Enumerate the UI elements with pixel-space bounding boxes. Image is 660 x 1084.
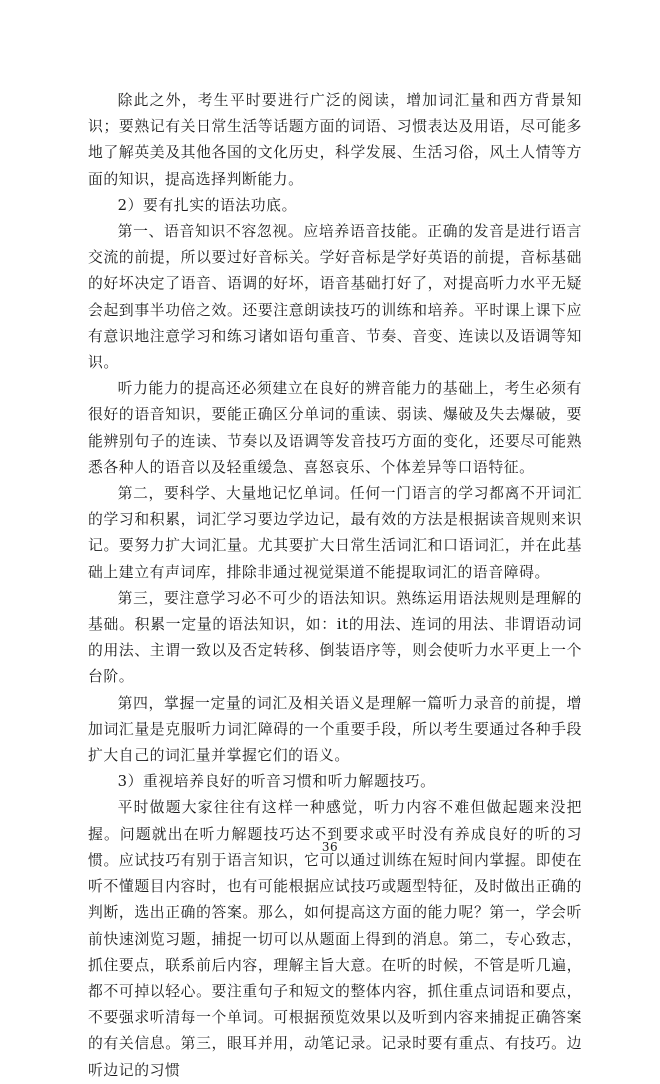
document-body bbox=[88, 88, 582, 1084]
paragraph-vocabulary-semantics: 第四，掌握一定量的词汇及相关语义是理解一篇听力录音的前提，增加词汇量是克服听力词汇障碍的一个重要手段，所以考生要通过各种手段扩大自己的词汇量并掌握它们的语义。 bbox=[88, 694, 582, 765]
paragraph-test-techniques: 平时做题大家往往有这样一种感觉，听力内容不难但做起题来没把握。问题就出在听力解题技巧达不到要求或平时没有养成良好的听的习惯。应试技巧有别于语言知识，它可以通过训练在短时间内掌握。即使在听不懂题目内容时，也有可能根据应试技巧或题型特征，及时做出正确的判断，选出正确的答案。那么，如何提高这方面的能力呢？第一，学会听前快速浏览习题，捕捉一切可以从题面上得到的消息。第二，专心致志，抓住要点，联系前后内容，理解主旨大意。在听的时候，不管是听几遍，都不可掉以轻心。要注重句子和短文的整体内容，抓住重点词语和要点，不要强求听清每一个单词。可根据预览效果以及听到内容来捕捉正确答案的有关信息。第三，眼耳并用，动笔记录。记录时要有重点、有技巧。边听边记的习惯 bbox=[88, 799, 582, 1079]
paragraph-sound-discrimination: 听力能力的提高还必须建立在良好的辨音能力的基础上，考生必须有很好的语音知识，要能正确区分单词的重读、弱读、爆破及失去爆破，要能辨别句子的连读、节奏以及语调等发音技巧方面的变化，还要尽可能熟悉各种人的语音以及轻重缓急、喜怒哀乐、个体差异等口语特征。 bbox=[88, 380, 582, 476]
paragraph-grammar-knowledge: 第三，要注意学习必不可少的语法知识。熟练运用语法规则是理解的基础。积累一定量的语法知识，如：it的用法、连词的用法、非谓语动词的用法、主谓一致以及否定转移、倒装语序等，则会使听力水平更上一个台阶。 bbox=[88, 589, 582, 686]
paragraph-background-knowledge: 除此之外，考生平时要进行广泛的阅读，增加词汇量和西方背景知识；要熟记有关日常生活等话题方面的词语、习惯表达及用语，尽可能多地了解英美及其他各国的文化历史，科学发展、生活习俗，风土人情等方面的知识，提高选择判断能力。 bbox=[88, 92, 582, 188]
paragraph-phonetics: 第一、语音知识不容忽视。应培养语音技能。正确的发音是进行语言交流的前提，所以要过好音标关。学好音标是学好英语的前提，音标基础的好坏决定了语音、语调的好坏，语音基础打好了，对提高听力水平无疑会起到事半功倍之效。还要注意朗读技巧的训练和培养。平时课上课下应有意识地注意学习和练习诸如语句重音、节奏、音变、连读以及语调等知识。 bbox=[88, 223, 582, 372]
paragraph-vocabulary-memory: 第二，要科学、大量地记忆单词。任何一门语言的学习都离不开词汇的学习和积累，词汇学习要边学边记，最有效的方法是根据读音规则来识记。要努力扩大词汇量。尤其要扩大日常生活词汇和口语词汇，并在此基础上建立有声词库，排除非通过视觉渠道不能提取词汇的语音障碍。 bbox=[88, 485, 582, 581]
page-number: 36 bbox=[321, 840, 339, 854]
section-heading-grammar: 2）要有扎实的语法功底。 bbox=[117, 196, 297, 214]
section-heading-listening-habits: 3）重视培养良好的听音习惯和听力解题技巧。 bbox=[117, 773, 436, 791]
